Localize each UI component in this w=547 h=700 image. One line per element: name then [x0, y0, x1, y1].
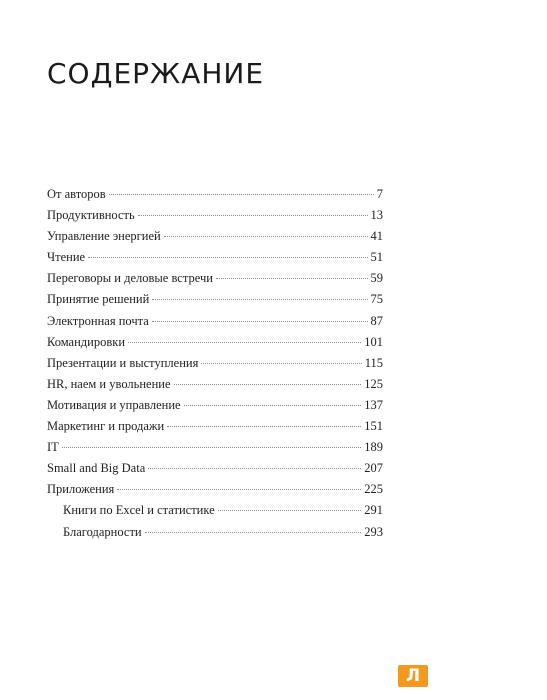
- toc-entry-page: 125: [364, 376, 383, 391]
- table-of-contents: [47, 187, 383, 546]
- dot-leader: [201, 363, 361, 364]
- toc-entry-page: 41: [370, 229, 383, 244]
- dot-leader: [117, 489, 361, 490]
- toc-entry-page: 13: [370, 208, 383, 223]
- toc-entry-page: 101: [364, 334, 383, 349]
- dot-leader: [88, 257, 367, 258]
- toc-entry: [47, 187, 383, 208]
- toc-entry: [47, 314, 383, 335]
- toc-entry: [47, 250, 383, 271]
- toc-entry: [47, 208, 383, 229]
- toc-entry-title: HR, наем и увольнение: [47, 376, 171, 391]
- toc-entry-page: 87: [370, 313, 383, 328]
- toc-entry-title: Принятие решений: [47, 292, 150, 307]
- toc-entry-page: 189: [364, 440, 383, 455]
- toc-entry-page: 59: [370, 271, 383, 286]
- toc-entry-title: Приложения: [47, 482, 115, 497]
- dot-leader: [152, 299, 367, 300]
- toc-entry-page: 207: [364, 461, 383, 476]
- dot-leader: [148, 468, 361, 469]
- toc-entry-page: 137: [364, 397, 383, 412]
- toc-entry-page: 115: [364, 355, 383, 370]
- toc-entry-page: 225: [364, 482, 383, 497]
- toc-entry: [47, 335, 383, 356]
- toc-entry-title: Книги по Excel и статистике: [63, 503, 215, 518]
- dot-leader: [128, 342, 361, 343]
- toc-entry-title: Чтение: [47, 250, 86, 265]
- toc-entry-title: Благодарности: [63, 524, 142, 539]
- dot-leader: [145, 532, 362, 533]
- toc-entry-title: Электронная почта: [47, 313, 149, 328]
- toc-entry-page: 151: [364, 419, 383, 434]
- toc-entry: [47, 482, 383, 503]
- publisher-logo-letter: Л: [405, 665, 421, 686]
- toc-entry-title: Small and Big Data: [47, 461, 146, 476]
- toc-entry-title: Управление энергией: [47, 229, 161, 244]
- dot-leader: [109, 194, 374, 195]
- dot-leader: [184, 405, 362, 406]
- toc-entry: [47, 461, 383, 482]
- toc-entry: [47, 440, 383, 461]
- publisher-logo: [398, 665, 428, 687]
- toc-entry-title: Презентации и выступления: [47, 355, 199, 370]
- toc-subentry: [47, 503, 383, 524]
- dot-leader: [164, 236, 368, 237]
- dot-leader: [167, 426, 361, 427]
- toc-entry-page: 75: [370, 292, 383, 307]
- toc-entry-title: IT: [47, 440, 59, 455]
- dot-leader: [218, 510, 362, 511]
- toc-entry: [47, 271, 383, 292]
- toc-entry-title: Маркетинг и продажи: [47, 419, 165, 434]
- toc-entry: [47, 292, 383, 313]
- toc-entry: [47, 356, 383, 377]
- toc-subentry: [47, 525, 383, 546]
- toc-entry-title: От авторов: [47, 187, 106, 201]
- toc-entry-page: 291: [364, 503, 383, 518]
- dot-leader: [138, 215, 368, 216]
- toc-entry: [47, 229, 383, 250]
- dot-leader: [152, 321, 368, 322]
- toc-entry-page: 293: [364, 524, 383, 539]
- dot-leader: [174, 384, 362, 385]
- toc-entry-title: Командировки: [47, 334, 126, 349]
- toc-entry-page: 51: [370, 250, 383, 265]
- toc-entry-title: Продуктивность: [47, 208, 135, 223]
- page-title: СОДЕРЖАНИЕ: [47, 57, 265, 90]
- toc-entry-title: Мотивация и управление: [47, 397, 181, 412]
- toc-entry-title: Переговоры и деловые встречи: [47, 271, 213, 286]
- toc-entry: [47, 419, 383, 440]
- dot-leader: [216, 278, 368, 279]
- toc-entry-page: 7: [376, 187, 383, 201]
- toc-entry: [47, 398, 383, 419]
- dot-leader: [62, 447, 361, 448]
- toc-entry: [47, 377, 383, 398]
